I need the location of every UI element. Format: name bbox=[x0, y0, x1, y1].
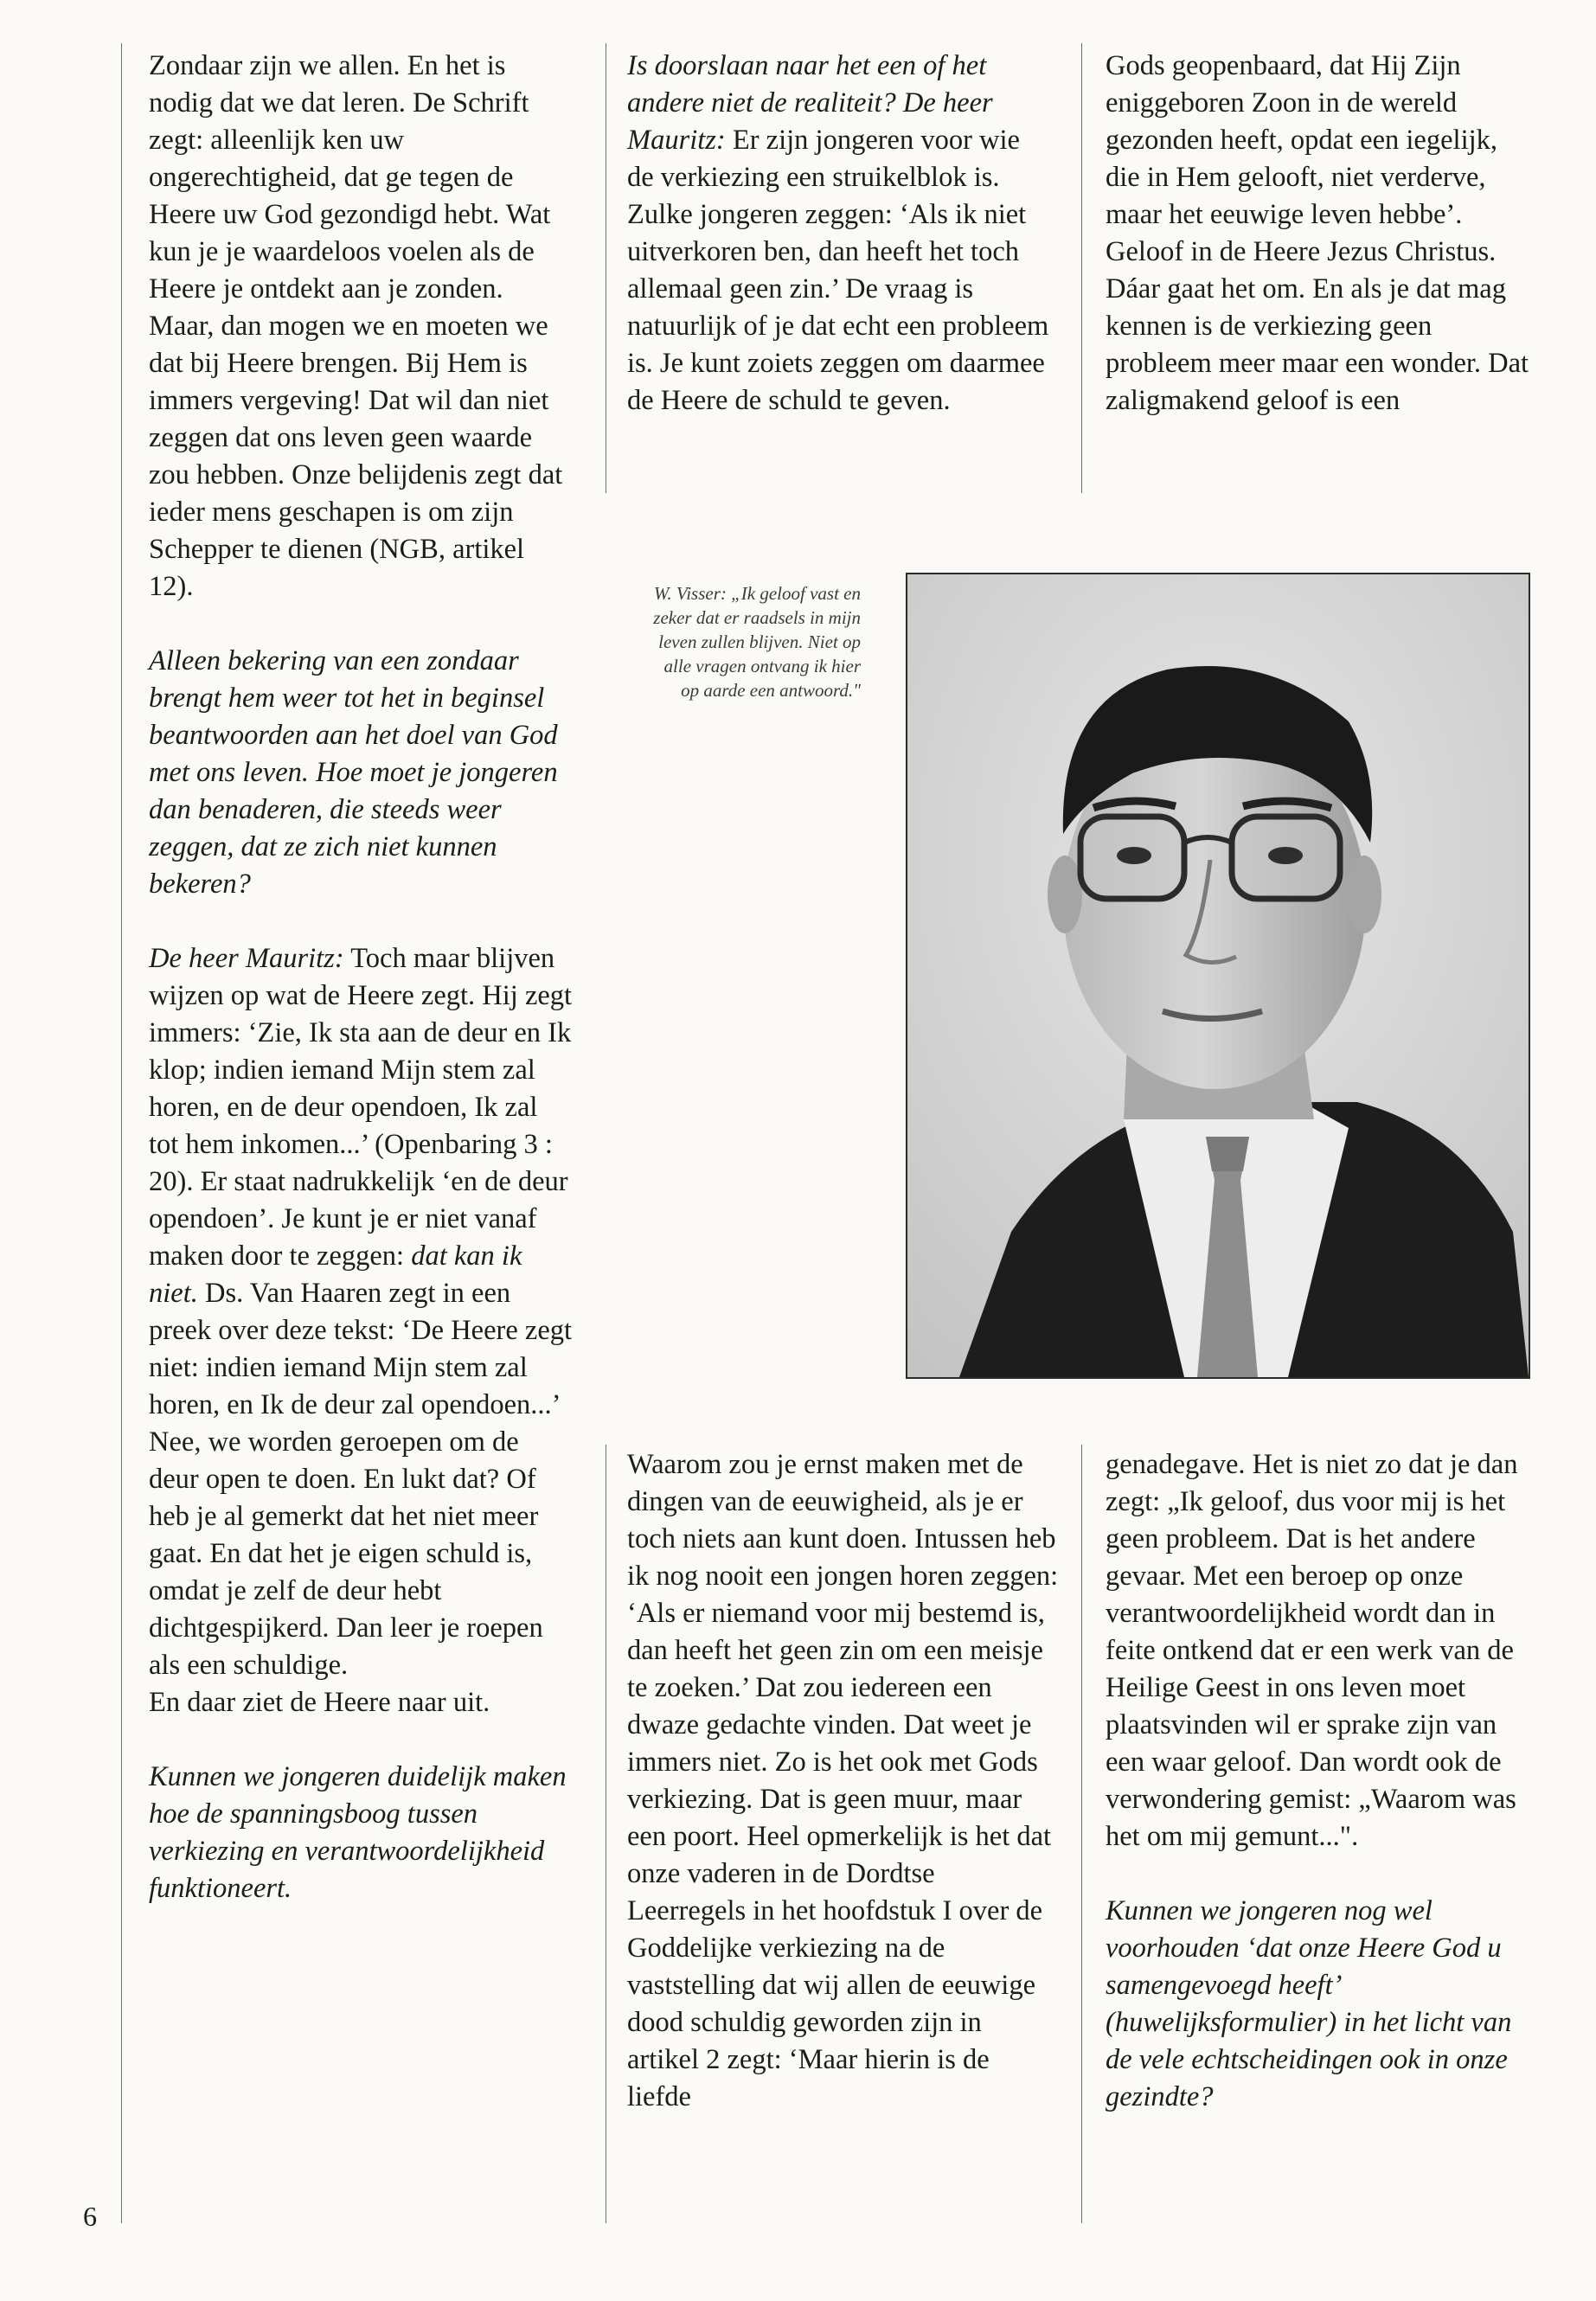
speaker-name: De heer Mauritz: bbox=[627, 87, 993, 156]
paragraph: genadegave. Het is niet zo dat je dan zegt: „Ik geloof, dus voor mij is het geen probleem. Dat is het andere gevaar. Met een beroep op onze verantwoordelijkheid wordt dan in feite ontkend dat er een werk van de Heilige Geest in ons leven moet plaatsvinden wil er sprake zijn van een waar geloof. Dan wordt ook de verwondering gemist: „Waarom was het om mij gemunt...". bbox=[1106, 1449, 1518, 1852]
portrait-photo bbox=[906, 573, 1530, 1379]
paragraph: En daar ziet de Heere naar uit. bbox=[149, 1687, 490, 1718]
photo-caption: W. Visser: „Ik geloof vast en zeker dat er raadsels in mijn leven zullen blijven. Niet op alle vragen ontvang ik hier op aarde een antwoord." bbox=[653, 583, 861, 701]
column-rule bbox=[1081, 1445, 1082, 2223]
interview-question: Kunnen we jongeren duidelijk maken hoe de spanningsboog tussen verkiezing en verantwoordelijkheid funktioneert. bbox=[149, 1761, 567, 1904]
column-rule bbox=[121, 43, 122, 2223]
article-column-2-top bbox=[627, 48, 1051, 420]
paragraph: Waarom zou je ernst maken met de dingen van de eeuwigheid, als je er toch niets aan kunt doen. Intussen heb ik nog nooit een jongen horen zeggen: ‘Als er niemand voor mij bestemd is, dan heeft het geen zin om een meisje te zoeken.’ Dat zou iedereen een dwaze gedachte vinden. Dat weet je immers niet. Zo is het ook met Gods verkiezing. Dat is geen muur, maar een poort. Heel opmerkelijk is het dat onze vaderen in de Dordtse Leerregels in het hoofdstuk I over de Goddelijke verkiezing na de vaststelling dat wij allen de eeuwige dood schuldig geworden zijn in artikel 2 zegt: ‘Maar hierin is de liefde bbox=[627, 1449, 1059, 2112]
paragraph: Zondaar zijn we allen. En het is nodig dat we dat leren. De Schrift zegt: alleenlijk ken uw ongerechtigheid, dat ge tegen de Heere uw God gezondigd hebt. Wat kun je je waardeloos voelen als de Heere je ontdekt aan je zonden. Maar, dan mogen we en moeten we dat bij Heere brengen. Bij Hem is immers vergeving! Dat wil dan niet zeggen dat ons leven geen waarde zou hebben. Onze belijdenis zegt dat ieder mens geschapen is om zijn Schepper te dienen (NGB, artikel 12). bbox=[149, 50, 563, 602]
paragraph: De heer Mauritz: Toch maar blijven wijzen op wat de Heere zegt. Hij zegt immers: ‘Zie, Ik sta aan de deur en Ik klop; indien iemand Mijn stem zal horen, en de deur opendoen, Ik zal tot hem inkomen...’ (Openbaring 3 : 20). Er staat nadrukkelijk ‘en de deur opendoen’. Je kunt je er niet vanaf maken door te zeggen: dat kan ik niet. Ds. Van Haaren zegt in een preek over deze tekst: ‘De Heere zegt niet: indien iemand Mijn stem zal horen, en Ik de deur zal opendoen...’ Nee, we worden geroepen om de deur open te doen. En lukt dat? Of heb je al gemerkt dat het niet meer gaat. En dat het je eigen schuld is, omdat je zelf de deur hebt dichtgespijkerd. Dan leer je roepen als een schuldige. bbox=[149, 943, 573, 1681]
portrait-illustration bbox=[907, 574, 1529, 1377]
interview-question: Kunnen we jongeren nog wel voorhouden ‘dat onze Heere God u samengevoegd heeft’ (huwelijksformulier) in het licht van de vele echtscheidingen ook in onze gezindte? bbox=[1106, 1895, 1512, 2112]
speaker-name: De heer Mauritz: bbox=[149, 943, 344, 974]
article-column-3-bottom bbox=[1106, 1446, 1538, 2116]
article-column-2-bottom bbox=[627, 1446, 1060, 2116]
page-number: 6 bbox=[83, 2201, 97, 2232]
article-column-3-top bbox=[1106, 48, 1538, 420]
article-column-1 bbox=[149, 48, 573, 1907]
interview-question: Is doorslaan naar het een of het andere niet de realiteit? bbox=[627, 50, 987, 119]
interview-question: Alleen bekering van een zondaar brengt hem weer tot het in beginsel beantwoorden aan het doel van God met ons leven. Hoe moet je jongeren dan benaderen, die steeds weer zeggen, dat ze zich niet kunnen bekeren? bbox=[149, 645, 558, 900]
column-rule bbox=[1081, 43, 1082, 493]
paragraph: Is doorslaan naar het een of het andere niet de realiteit? De heer Mauritz: Er zijn jongeren voor wie de verkiezing een struikelblok is. Zulke jongeren zeggen: ‘Als ik niet uitverkoren ben, dan heeft het toch allemaal geen zin.’ De vraag is natuurlijk of je dat echt een probleem is. Je kunt zoiets zeggen om daarmee de Heere de schuld te geven. bbox=[627, 50, 1049, 416]
paragraph: Gods geopenbaard, dat Hij Zijn eniggeboren Zoon in de wereld gezonden heeft, opdat een iegelijk, die in Hem gelooft, niet verderve, maar het eeuwige leven hebbe’. Geloof in de Heere Jezus Christus. Dáar gaat het om. En als je dat mag kennen is de verkiezing geen probleem meer maar een wonder. Dat zaligmakend geloof is een bbox=[1106, 50, 1529, 416]
